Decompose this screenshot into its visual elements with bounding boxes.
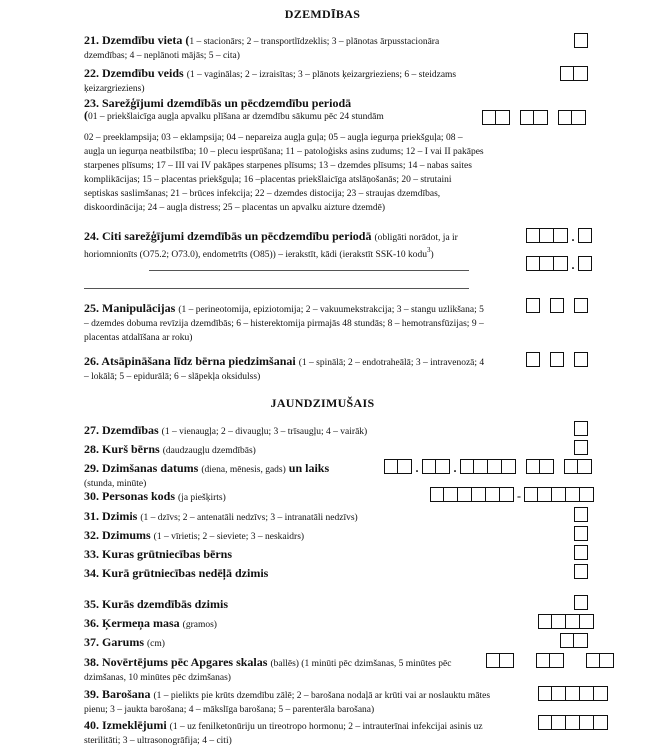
item-21-boxes <box>574 33 588 48</box>
input-box[interactable] <box>488 459 502 474</box>
input-box[interactable] <box>578 459 592 474</box>
input-box[interactable] <box>574 298 588 313</box>
input-box[interactable] <box>524 487 538 502</box>
input-box[interactable] <box>486 653 500 668</box>
separator-dot: . <box>571 258 575 272</box>
item-30-boxes <box>430 487 594 502</box>
input-box[interactable] <box>580 614 594 629</box>
item-37-boxes <box>560 633 588 648</box>
input-box[interactable] <box>384 459 398 474</box>
input-box[interactable] <box>460 459 474 474</box>
input-box[interactable] <box>574 633 588 648</box>
input-box[interactable] <box>540 459 554 474</box>
item-25-boxes <box>526 298 588 313</box>
input-box[interactable] <box>540 256 554 271</box>
item-24: 24. Citi sarežģījumi dzemdībās un pēcdzemdību periodā (obligāti norādot, ja ir horiomnionīts (O75.2; O73.0), endometrīts (O85)) – ierakstīt, kādi (ierakstīt SSK-10 kodu$^3$) <box>84 229 458 260</box>
input-box[interactable] <box>482 110 496 125</box>
input-box[interactable] <box>594 686 608 701</box>
input-box[interactable] <box>444 487 458 502</box>
input-box[interactable] <box>558 110 572 125</box>
input-box[interactable] <box>572 110 586 125</box>
input-box[interactable] <box>552 686 566 701</box>
item-28: 28. Kurš bērns (daudzaugļu dzemdībās) <box>84 442 256 456</box>
item-23: 23. Sarežģījumi dzemdībās un pēcdzemdību periodā (01 – priekšlaicīga augļa apvalku plīšana ar dzemdību sākumu pēc 24 stundām 02 – preeklampsija; 03 – eklampsija; 04 – nepareiza augļa guļa; 05 – augļa iegurņa priekšguļa; 08 – augļa un iegurņa neatbilstība; 10 – plecu iesprūšana; 11 – patoloģisks asins zudums; 12 – I vai II pakāpes starpenes plīsums; 17 – III vai IV pakāpes starpenes plīsums; 13 – dzemdes plīsums; 14 – nabas saites komplikācijas; 15 – placentas priekšguļa; 16 –placentas priekšlaicīga atslāņošanās; 20 – strutaini septiskas saslimšanas; 21 – brūces infekcija; 22 – dzemdes distocija; 23 – straujas dzemdības, diskoordinācija; 24 – augļa distress; 25 – placentas un apvalku aizture dzemdē) <box>84 96 484 213</box>
item-30: 30. Personas kods (ja piešķirts) <box>84 489 226 503</box>
input-box[interactable] <box>574 507 588 522</box>
input-box[interactable] <box>536 653 550 668</box>
input-box[interactable] <box>520 110 534 125</box>
item-35: 35. Kurās dzemdībās dzimis <box>84 597 229 611</box>
item-22-boxes <box>560 66 588 81</box>
input-box[interactable] <box>502 459 516 474</box>
item-27: 27. Dzemdības (1 – vienaugļa; 2 – divaugļu; 3 – trīsaugļu; 4 – vairāk) <box>84 423 368 437</box>
input-box[interactable] <box>574 526 588 541</box>
input-box[interactable] <box>578 256 592 271</box>
section-heading-newborn: JAUNDZIMUŠAIS <box>270 396 375 410</box>
input-box[interactable] <box>574 440 588 455</box>
input-box[interactable] <box>554 256 568 271</box>
item-33: 33. Kuras grūtniecības bērns <box>84 547 233 561</box>
input-box[interactable] <box>526 298 540 313</box>
item-21: 21. Dzemdību vieta (1 – stacionārs; 2 – transportlīdzeklis; 3 – plānotas ārpusstacionāra dzemdības; 4 – neplānoti mājās; 5 – cita) <box>84 33 440 61</box>
item-38: 38. Novērtējums pēc Apgares skalas (ballēs) (1 minūti pēc dzimšanas, 5 minūtes pēc dzimšanas, 10 minūtes pēc dzimšanas) <box>84 655 452 683</box>
separator-dot: . <box>453 461 457 475</box>
input-box[interactable] <box>422 459 436 474</box>
item-26: 26. Atsāpināšana līdz bērna piedzimšanai (1 – spinālā; 2 – endotraheālā; 3 – intravenozā; 4 – lokālā; 5 – epidurālā; 6 – slāpekļa oksidulss) <box>84 354 485 382</box>
input-box[interactable] <box>554 228 568 243</box>
item-26-boxes <box>526 352 588 367</box>
input-box[interactable] <box>430 487 444 502</box>
input-box[interactable] <box>552 715 566 730</box>
input-box[interactable] <box>574 545 588 560</box>
input-box[interactable] <box>398 459 412 474</box>
input-box[interactable] <box>566 686 580 701</box>
input-box[interactable] <box>564 459 578 474</box>
input-box[interactable] <box>538 686 552 701</box>
item-23-boxes <box>482 110 586 125</box>
item-29-boxes <box>384 459 592 474</box>
item-29: 29. Dzimšanas datums (diena, mēnesis, gads) un laiks (stunda, minūte) <box>84 461 330 489</box>
item-34: 34. Kurā grūtniecības nedēļā dzimis <box>84 566 269 580</box>
input-box[interactable] <box>486 487 500 502</box>
input-box[interactable] <box>552 614 566 629</box>
input-box[interactable] <box>550 653 564 668</box>
input-box[interactable] <box>600 653 614 668</box>
item-24-boxes-b <box>526 256 592 271</box>
item-36-boxes <box>538 614 594 629</box>
item-24-write-line[interactable] <box>149 270 469 271</box>
input-box[interactable] <box>580 686 594 701</box>
input-box[interactable] <box>574 564 588 579</box>
input-box[interactable] <box>550 298 564 313</box>
input-box[interactable] <box>500 653 514 668</box>
input-box[interactable] <box>586 653 600 668</box>
section-heading-birth: DZEMDĪBAS <box>284 7 361 21</box>
input-box[interactable] <box>500 487 514 502</box>
input-box[interactable] <box>574 595 588 610</box>
input-box[interactable] <box>538 614 552 629</box>
input-box[interactable] <box>566 487 580 502</box>
input-box[interactable] <box>496 110 510 125</box>
input-box[interactable] <box>578 228 592 243</box>
item-36: 36. Ķermeņa masa (gramos) <box>84 616 217 630</box>
input-box[interactable] <box>574 66 588 81</box>
item-24-boxes-a <box>526 228 592 243</box>
input-box[interactable] <box>566 614 580 629</box>
item-32: 32. Dzimums (1 – vīrietis; 2 – sieviete; 3 – neskaidrs) <box>84 528 305 542</box>
item-25: 25. Manipulācijas (1 – perineotomija, epiziotomija; 2 – vakuumekstrakcija; 3 – stangu uzlikšana; 5 – dzemdes dobuma revīzija dzemdībās; 6 – histerektomija pirmajās 48 stundās; 8 – hemotransfūzijas; 9 – placentas atdalīšana ar roku) <box>84 301 484 343</box>
input-box[interactable] <box>534 110 548 125</box>
input-box[interactable] <box>550 352 564 367</box>
input-box[interactable] <box>566 715 580 730</box>
input-box[interactable] <box>540 228 554 243</box>
input-box[interactable] <box>538 487 552 502</box>
separator-dot: . <box>415 461 419 475</box>
input-box[interactable] <box>574 33 588 48</box>
input-box[interactable] <box>526 352 540 367</box>
input-box[interactable] <box>538 715 552 730</box>
input-box[interactable] <box>436 459 450 474</box>
item-37: 37. Garums (cm) <box>84 635 165 649</box>
item-40-boxes <box>538 715 608 730</box>
input-box[interactable] <box>574 352 588 367</box>
item-38-boxes <box>486 653 614 668</box>
item-24-write-line[interactable] <box>84 288 469 289</box>
item-40: 40. Izmeklējumi (1 – uz fenilketonūriju un tireotropo hormonu; 2 – intrauterīnai infekcijai asinis uz sterilitāti; 3 – ultrasonogrāfija; 4 – citi) <box>84 718 483 746</box>
input-box[interactable] <box>472 487 486 502</box>
input-box[interactable] <box>580 715 594 730</box>
item-39: 39. Barošana (1 – pielikts pie krūts dzemdību zālē; 2 – barošana nodaļā ar krūti vai ar noslauktu mātes pienu; 3 – jaukta barošana; 4 – mākslīga barošana; 5 – parenterāla barošana) <box>84 687 491 715</box>
input-box[interactable] <box>526 228 540 243</box>
input-box[interactable] <box>526 459 540 474</box>
item-22: 22. Dzemdību veids (1 – vaginālas; 2 – izraisītas; 3 – plānots ķeizargrieziens; 6 – steidzams ķeizargrieziens) <box>84 66 457 94</box>
item-39-boxes <box>538 686 608 701</box>
separator-dot: . <box>571 230 575 244</box>
input-box[interactable] <box>526 256 540 271</box>
input-box[interactable] <box>474 459 488 474</box>
input-box[interactable] <box>552 487 566 502</box>
input-box[interactable] <box>458 487 472 502</box>
input-box[interactable] <box>594 715 608 730</box>
input-box[interactable] <box>560 66 574 81</box>
input-box[interactable] <box>580 487 594 502</box>
input-box[interactable] <box>574 421 588 436</box>
separator-dash: - <box>517 489 521 503</box>
item-31: 31. Dzimis (1 – dzīvs; 2 – antenatāli nedzīvs; 3 – intranatāli nedzīvs) <box>84 509 358 523</box>
input-box[interactable] <box>560 633 574 648</box>
